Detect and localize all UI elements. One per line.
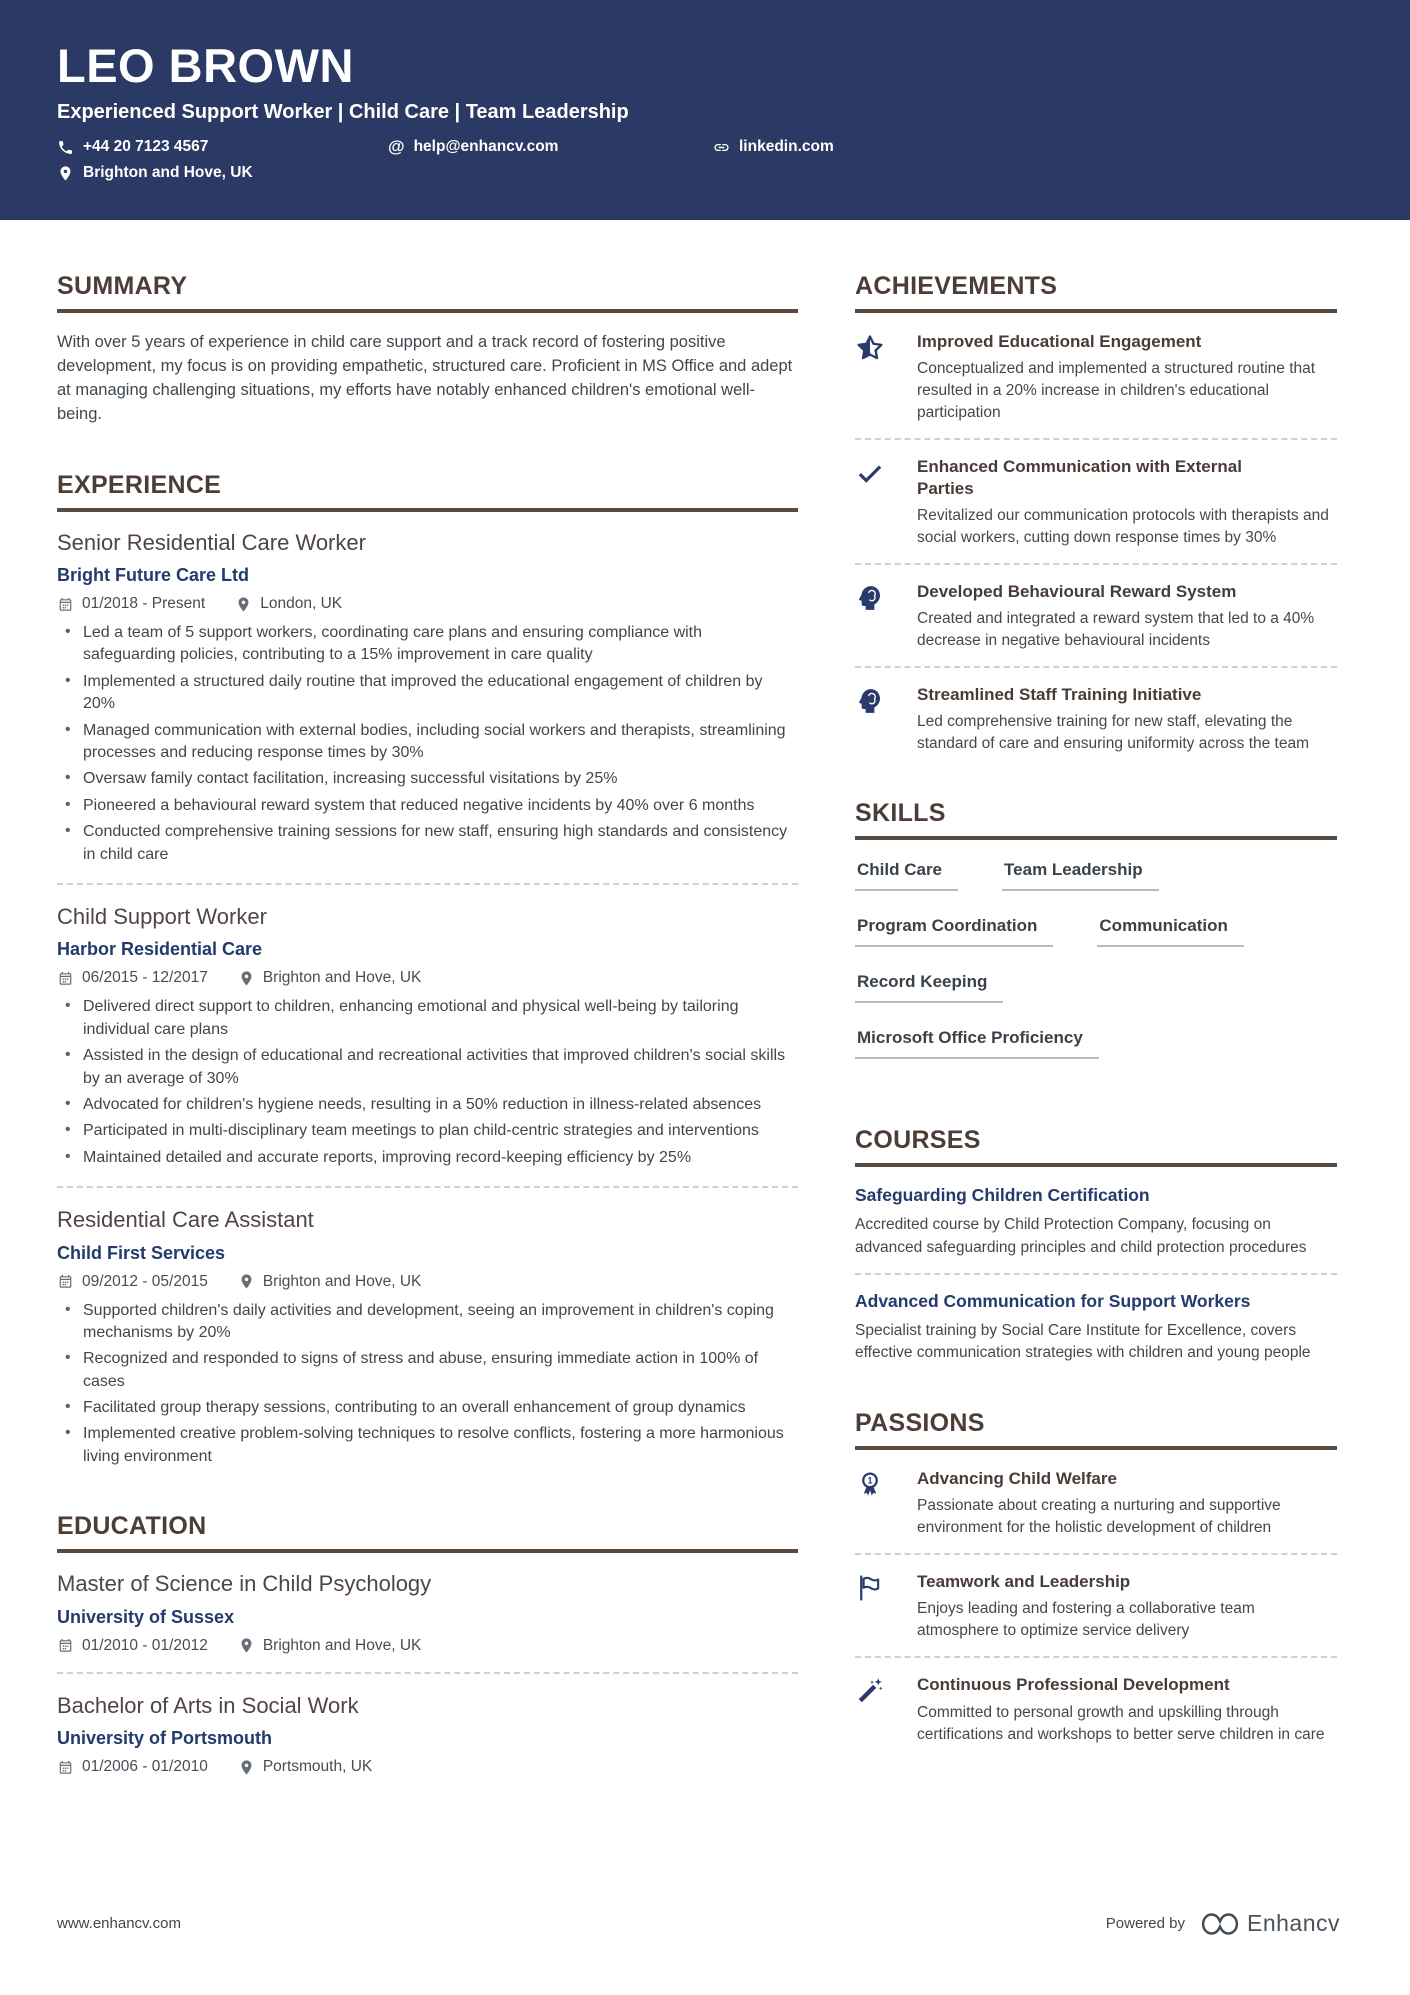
header [0,0,1410,220]
education-degree [57,1571,798,1654]
achievement-item [855,684,1337,755]
location-block [238,969,422,987]
location-pin-icon [57,165,74,182]
job-bullets [57,622,798,866]
job-location: Brighton and Hove, UK [262,1272,422,1290]
course-text: Accredited course by Child Protection Company, focusing on advanced safeguarding principles and child protection procedures [855,1216,1307,1256]
experience-section [57,471,798,1469]
dates-block [57,1273,208,1291]
divider [855,1273,1337,1275]
bullet: • Participated in multi-disciplinary team meetings to plan child-centric strategies and interventions [57,1120,798,1142]
job-company: Bright Future Care Ltd [57,565,249,586]
dates-block [57,595,205,613]
email-address[interactable]: help@enhancv.com [413,138,559,155]
skill-tag: Program Coordination [855,914,1053,947]
passion-text: Passionate about creating a nurturing and supportive environment for the holistic development of children [917,1497,1281,1537]
achievement-title: Streamlined Staff Training Initiative [917,685,1202,704]
location-pin-icon [238,1759,255,1776]
course-title: Safeguarding Children Certification [855,1185,1150,1206]
skills-section [855,799,1337,1082]
linkedin-link[interactable]: linkedin.com [739,138,834,155]
skills-list [855,858,1337,1082]
divider [855,1553,1337,1555]
email-block[interactable] [388,137,713,157]
bullet: • Delivered direct support to children, enhancing emotional and physical well-being by tailoring individual care plans [57,996,798,1041]
headline: Experienced Support Worker | Child Care | Team Leadership [57,101,629,123]
footer-brand-block [1106,1910,1340,1937]
dates-block [57,1758,208,1776]
passion-title: Continuous Professional Development [917,1675,1230,1695]
divider [855,438,1337,440]
location-pin-icon [235,596,252,613]
summary-text: With over 5 years of experience in child care support and a track record of fostering positive development, my focus is on providing empathetic, structured care. Proficient in MS Office and adept at managing challenging situations, my efforts have notably enhanced children's emotional well-being. [57,333,793,423]
bullet: • Facilitated group therapy sessions, contributing to an overall enhancement of group dynamics [57,1397,798,1419]
summary-heading: SUMMARY [57,272,798,313]
job-location: Brighton and Hove, UK [262,969,422,987]
bullet: • Supported children's daily activities and development, seeing an improvement in children's coping mechanisms by 20% [57,1300,798,1345]
school-name: University of Sussex [57,1606,235,1627]
job-meta [57,595,798,613]
degree-title: Bachelor of Arts in Social Work [57,1692,359,1718]
achievement-text: Led comprehensive training for new staff, elevating the standard of care and ensuring uniformity across the team [917,713,1310,753]
at-icon: @ [388,137,405,156]
divider [855,666,1337,668]
location-block [235,595,342,613]
location-pin-icon [238,970,255,987]
left-column [57,272,798,1785]
achievements-section [855,272,1337,755]
bullet: • Pioneered a behavioural reward system that reduced negative incidents by 40% over 6 months [57,795,798,817]
job-meta [57,1273,798,1291]
education-heading: EDUCATION [57,1512,798,1553]
bullet: • Advocated for children's hygiene needs, resulting in a 50% reduction in illness-related absences [57,1094,798,1116]
achievement-text: Created and integrated a reward system that led to a 40% decrease in negative behavioural incidents [917,610,1315,649]
wand-icon [855,1674,917,1745]
degree-meta [57,1637,798,1655]
courses-heading: COURSES [855,1126,1337,1167]
passion-text: Committed to personal growth and upskilling through certifications and workshops to better serve children in care [917,1703,1325,1743]
experience-job [57,1207,798,1468]
enhancv-logo-icon [1201,1911,1239,1937]
medal-icon [855,1468,917,1539]
phone-number: +44 20 7123 4567 [83,138,209,155]
location-block [238,1758,372,1776]
location-block [238,1273,422,1291]
head-icon [855,581,917,652]
calendar-icon [57,596,74,613]
experience-heading: EXPERIENCE [57,471,798,512]
job-title: Senior Residential Care Worker [57,529,366,555]
skill-tag: Child Care [855,858,958,891]
bullet: • Oversaw family contact facilitation, increasing successful visitations by 25% [57,768,798,790]
education-degree [57,1693,798,1776]
job-dates: 06/2015 - 12/2017 [82,969,208,987]
passions-heading: PASSIONS [855,1409,1337,1450]
course-text: Specialist training by Social Care Institute for Excellence, covers effective communication strategies with children and young people [855,1321,1311,1362]
passion-title: Advancing Child Welfare [917,1468,1117,1488]
location-text: Brighton and Hove, UK [83,164,253,181]
bullet: • Assisted in the design of educational and recreational activities that improved children's social skills by an average of 30% [57,1045,798,1090]
main-content [0,220,1410,1785]
location-row [57,164,1337,182]
job-company: Child First Services [57,1242,226,1263]
course-item [855,1291,1337,1365]
achievement-item [855,456,1337,549]
calendar-icon [57,1759,74,1776]
bullet: • Implemented a structured daily routine that improved the educational engagement of children by 20% [57,671,798,716]
summary-section [57,272,798,427]
experience-job [57,530,798,866]
course-item [855,1185,1337,1259]
footer [57,1910,1340,1937]
achievement-title: Improved Educational Engagement [917,332,1202,351]
star-icon [855,331,917,424]
link-block[interactable] [713,138,834,156]
check-icon [855,456,917,549]
passion-title: Teamwork and Leadership [917,1572,1131,1592]
passions-section [855,1409,1337,1746]
degree-dates: 01/2006 - 01/2010 [82,1758,208,1776]
phone-icon [57,139,74,156]
calendar-icon [57,1637,74,1654]
right-column [855,272,1337,1785]
contact-row [57,137,1337,157]
course-title: Advanced Communication for Support Workers [855,1291,1251,1312]
phone-block [57,138,388,156]
enhancv-wordmark: Enhancv [1246,1910,1340,1936]
job-dates: 01/2018 - Present [82,595,206,613]
achievement-item [855,581,1337,652]
skill-tag: Record Keeping [855,970,1003,1003]
job-title: Child Support Worker [57,903,267,929]
achievement-item [855,331,1337,424]
footer-url[interactable]: www.enhancv.com [57,1915,181,1932]
divider [57,883,798,885]
skills-heading: SKILLS [855,799,1337,840]
calendar-icon [57,970,74,987]
achievement-title: Enhanced Communication with External Parties [917,457,1242,498]
bullet: • Led a team of 5 support workers, coordinating care plans and ensuring compliance with safeguarding policies, contributing to a 15% improvement in care quality [57,622,798,667]
dates-block [57,1637,208,1655]
passion-item [855,1468,1337,1539]
degree-title: Master of Science in Child Psychology [57,1571,432,1597]
job-company: Harbor Residential Care [57,939,263,960]
location-block [57,164,253,182]
person-name: LEO BROWN [57,39,354,92]
divider [855,563,1337,565]
degree-dates: 01/2010 - 01/2012 [82,1636,208,1654]
location-pin-icon [238,1637,255,1654]
passion-item [855,1571,1337,1642]
job-title: Residential Care Assistant [57,1207,314,1233]
school-name: University of Portsmouth [57,1728,273,1749]
dates-block [57,969,208,987]
powered-by-label: Powered by [1105,1915,1185,1932]
bullet: • Maintained detailed and accurate reports, improving record-keeping efficiency by 25% [57,1147,798,1169]
bullet: • Implemented creative problem-solving techniques to resolve conflicts, fostering a more harmonious living environment [57,1423,798,1468]
divider [57,1672,798,1674]
degree-location: Brighton and Hove, UK [262,1636,422,1654]
degree-meta [57,1758,798,1776]
courses-section [855,1126,1337,1365]
skill-tag: Communication [1097,914,1243,947]
flag-icon [855,1571,917,1642]
bullet: • Managed communication with external bodies, including social workers and therapists, streamlining processes and reducing response times by 30% [57,720,798,765]
job-dates: 09/2012 - 05/2015 [82,1272,208,1290]
skill-tag: Team Leadership [1002,858,1159,891]
divider [855,1656,1337,1658]
job-bullets [57,996,798,1169]
degree-location: Portsmouth, UK [262,1758,373,1776]
achievements-heading: ACHIEVEMENTS [855,272,1337,313]
location-block [238,1637,422,1655]
education-section [57,1512,798,1776]
experience-job [57,904,798,1169]
bullet: • Conducted comprehensive training sessions for new staff, ensuring high standards and consistency in child care [57,821,798,866]
passion-text: Enjoys leading and fostering a collaborative team atmosphere to optimize service delivery [917,1600,1255,1640]
location-pin-icon [238,1273,255,1290]
achievement-text: Conceptualized and implemented a structured routine that resulted in a 20% increase in children's educational participation [917,360,1316,422]
job-bullets [57,1300,798,1469]
calendar-icon [57,1273,74,1290]
passion-item [855,1674,1337,1745]
job-meta [57,969,798,987]
divider [57,1186,798,1188]
head-icon [855,684,917,755]
achievement-text: Revitalized our communication protocols with therapists and social workers, cutting down response times by 30% [917,506,1329,546]
link-icon [713,139,730,156]
skill-tag: Microsoft Office Proficiency [855,1026,1099,1059]
job-location: London, UK [260,595,343,613]
achievement-title: Developed Behavioural Reward System [917,581,1237,601]
bullet: • Recognized and responded to signs of stress and abuse, ensuring immediate action in 100% of cases [57,1348,798,1393]
